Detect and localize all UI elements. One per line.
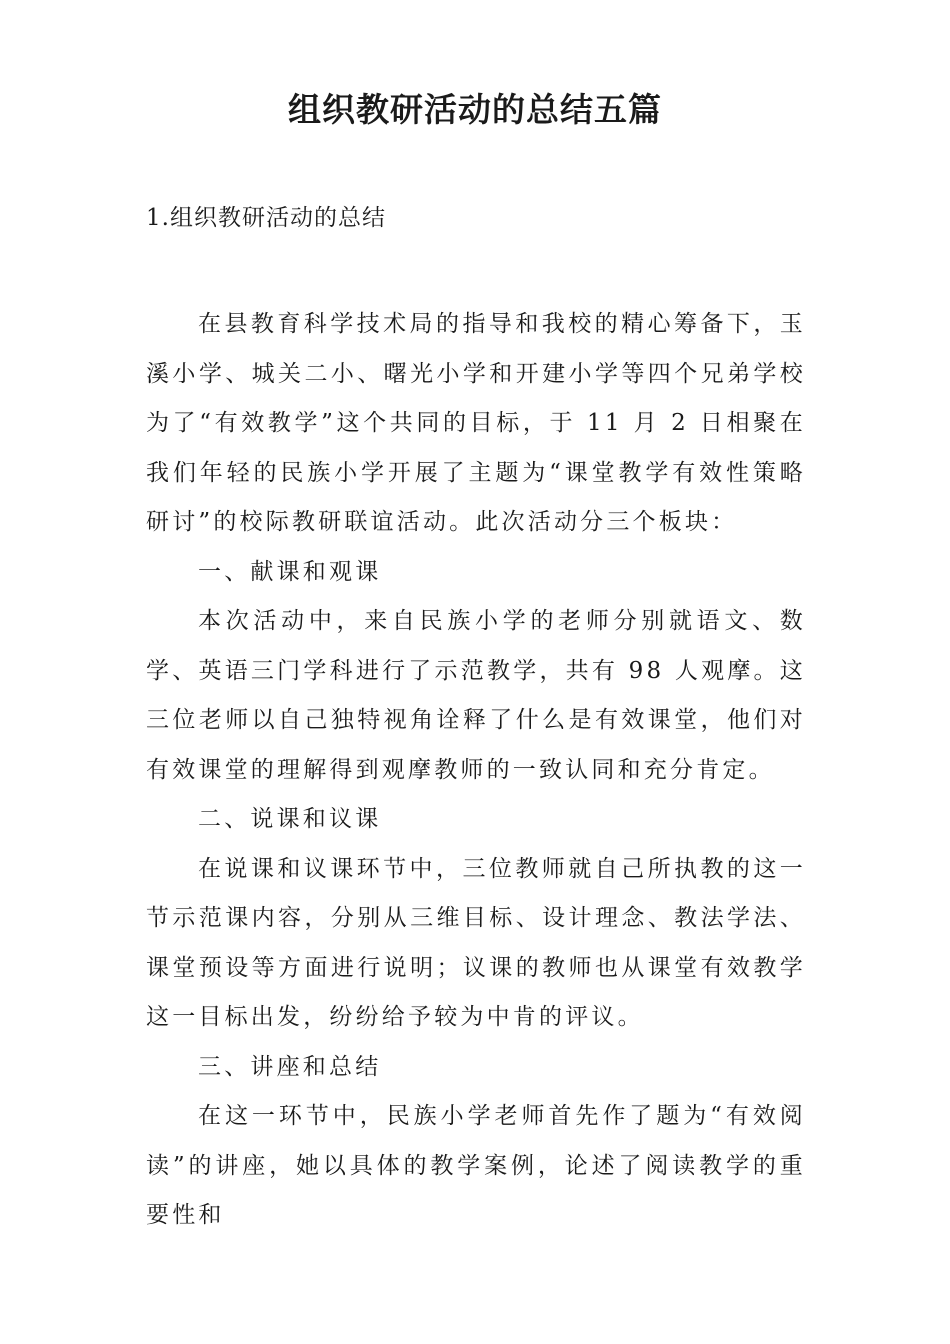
subheading-part-one: 一、献课和观课 [198, 558, 382, 585]
subheading-part-two: 二、说课和议课 [198, 806, 382, 832]
paragraph-part-one: 本次活动中，来自民族小学的老师分别就语文、数学、英语三门学科进行了示范教学，共有 98 人观摩。这三位老师以自己独特视角诠释了什么是有效课堂，他们对有效课堂的理解得到观摩教师的一致认同和充分肯定。 [146, 608, 806, 783]
document-body [146, 300, 806, 1241]
paragraph-part-two: 在说课和议课环节中，三位教师就自己所执教的这一节示范课内容，分别从三维目标、设计理念、教法学法、课堂预设等方面进行说明；议课的教师也从课堂有效教学这一目标出发，纷纷给予较为中肯的评议。 [146, 855, 806, 1030]
document-title: 组织教研活动的总结五篇 [288, 90, 662, 129]
section-heading: 1.组织教研活动的总结 [146, 205, 386, 231]
paragraph-part-three: 在这一环节中，民族小学老师首先作了题为“有效阅读”的讲座，她以具体的教学案例，论述了阅读教学的重要性和 [146, 1103, 806, 1228]
subheading-part-three: 三、讲座和总结 [198, 1053, 382, 1080]
paragraph-intro: 在县教育科学技术局的指导和我校的精心筹备下，玉溪小学、城关二小、曙光小学和开建小学等四个兄弟学校为了“有效教学”这个共同的目标，于 11 月 2 日相聚在我们年轻的民族小学开展了主题为“课堂教学有效性策略研讨”的校际教研联谊活动。此次活动分三个板块： [146, 311, 806, 535]
